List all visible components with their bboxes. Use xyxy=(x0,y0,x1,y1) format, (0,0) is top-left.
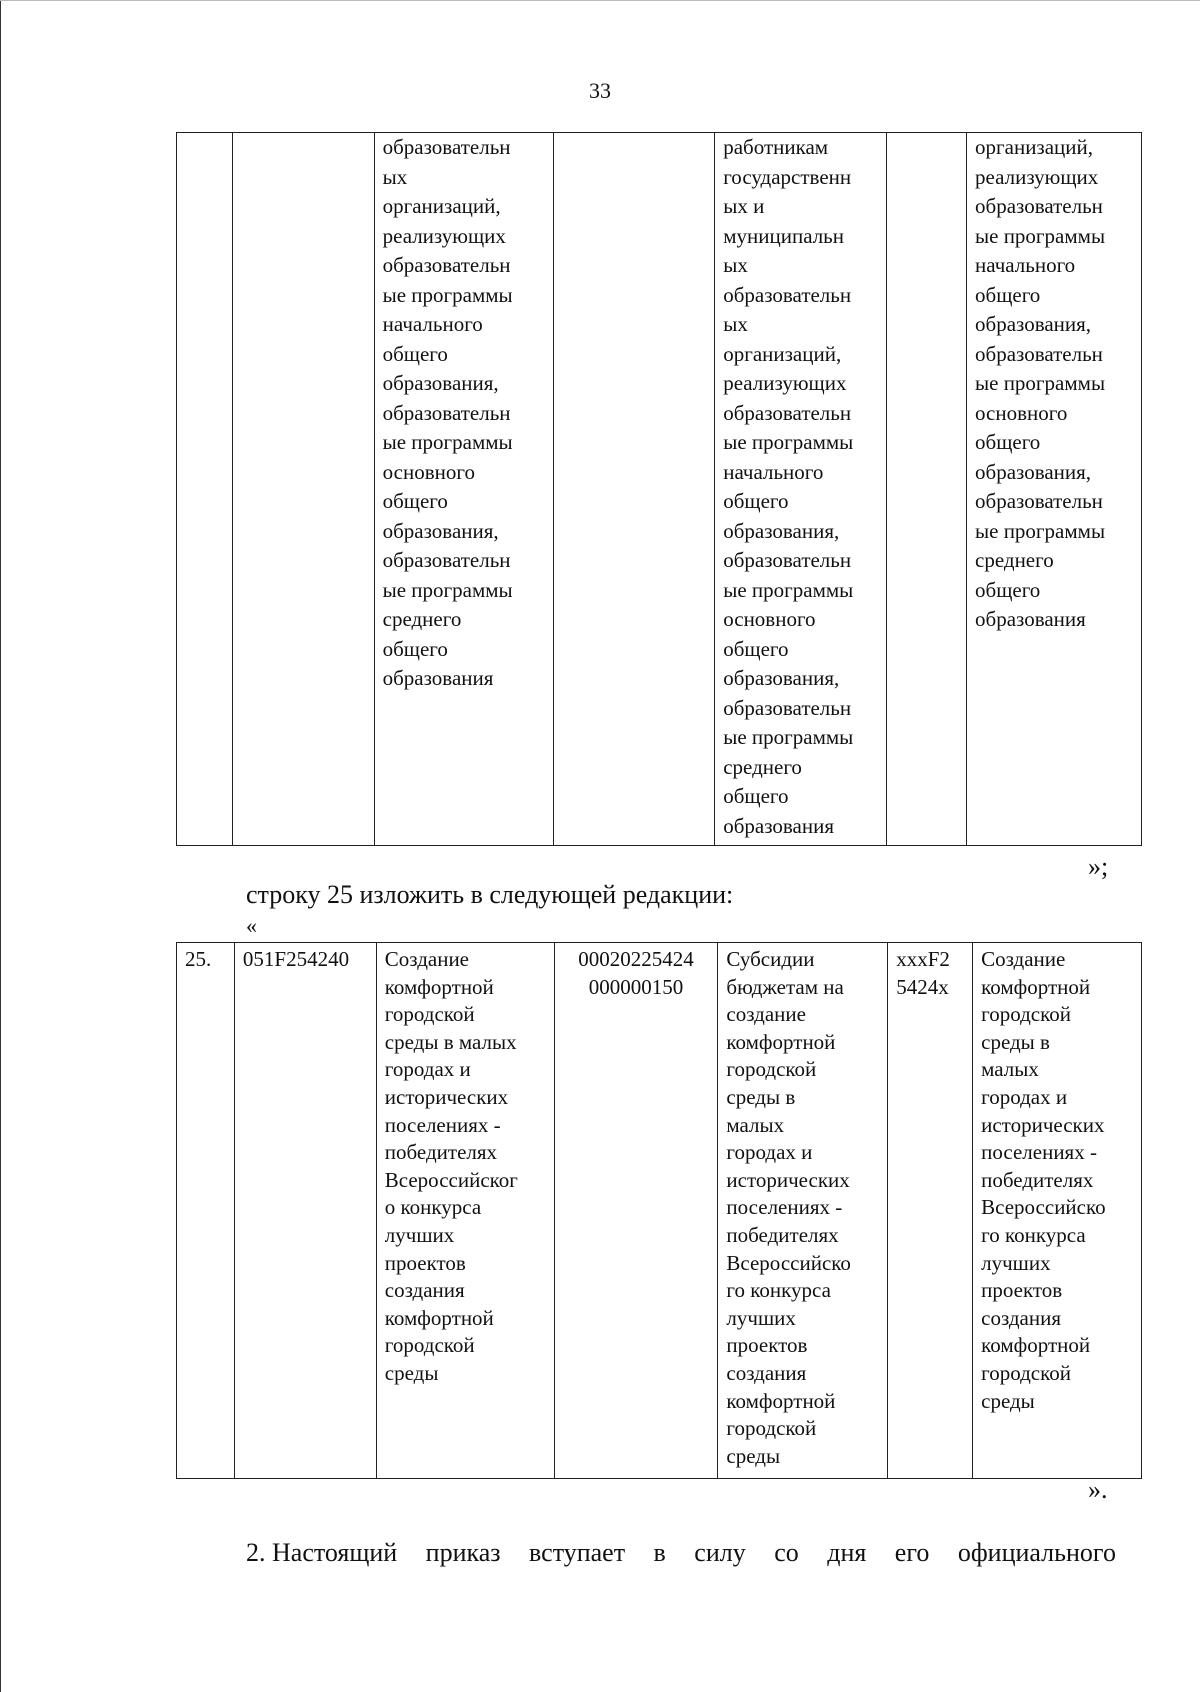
word: в xyxy=(653,1538,666,1567)
word: 2. Настоящий xyxy=(246,1538,398,1567)
word: приказ xyxy=(425,1538,501,1567)
cell-budget-code xyxy=(553,133,715,846)
cell-number xyxy=(177,133,233,846)
cell-name: Создание комфортной городской среды в малых городах и исторических поселениях - победителях Всероссийског о конкурса лучших проектов создания комфортной городской среды xyxy=(376,943,554,1479)
cell-code: 051F254240 xyxy=(234,943,376,1479)
closing-quote: »; xyxy=(1088,852,1109,881)
instruction-text: строку 25 изложить в следующей редакции: xyxy=(246,880,734,909)
cell-target-code: xxxF2 5424x xyxy=(888,943,973,1479)
table-row xyxy=(177,133,1142,846)
opening-quote: « xyxy=(246,913,257,938)
table-continuation xyxy=(176,132,1142,846)
cell-target-code xyxy=(887,133,967,846)
cell-code xyxy=(232,133,374,846)
cell-purpose: организаций, реализующих образовательн ые программы начального общего образования, образовательн ые программы основного общего образования, образовательн ые программы среднего общего образования xyxy=(967,133,1142,846)
word: дня xyxy=(827,1538,867,1567)
word: вступает xyxy=(529,1538,626,1567)
cell-budget-code: 00020225424 000000150 xyxy=(554,943,718,1479)
word: силу xyxy=(694,1538,746,1567)
word: со xyxy=(774,1538,799,1567)
word: его xyxy=(894,1538,930,1567)
cell-purpose: Создание комфортной городской среды в малых городах и исторических поселениях - победителях Всероссийско го конкурса лучших проектов создания комфортной городской среды xyxy=(973,943,1142,1479)
cell-name: образовательн ых организаций, реализующих образовательн ые программы начального общего образования, образовательн ые программы основного общего образования, образовательн ые программы среднего общего образования xyxy=(374,133,553,846)
page-border xyxy=(0,0,1,1692)
table-row-25 xyxy=(176,942,1142,1479)
cell-number: 25. xyxy=(177,943,235,1479)
closing-quote: ». xyxy=(1088,1475,1108,1504)
cell-description: Субсидии бюджетам на создание комфортной городской среды в малых городах и исторических поселениях - победителях Всероссийско го конкурса лучших проектов создания комфортной городской среды xyxy=(718,943,888,1479)
page-border-top xyxy=(0,0,1200,1)
paragraph-2 xyxy=(246,1538,1116,1568)
word: официального xyxy=(957,1538,1116,1567)
table-row xyxy=(177,943,1142,1479)
cell-description: работникам государственн ых и муниципальн ых образовательн ых организаций, реализующих образовательн ые программы начального общего образования, образовательн ые программы основного общего образования, образовательн ые программы среднего общего образования xyxy=(715,133,887,846)
page-number: 33 xyxy=(589,78,611,103)
